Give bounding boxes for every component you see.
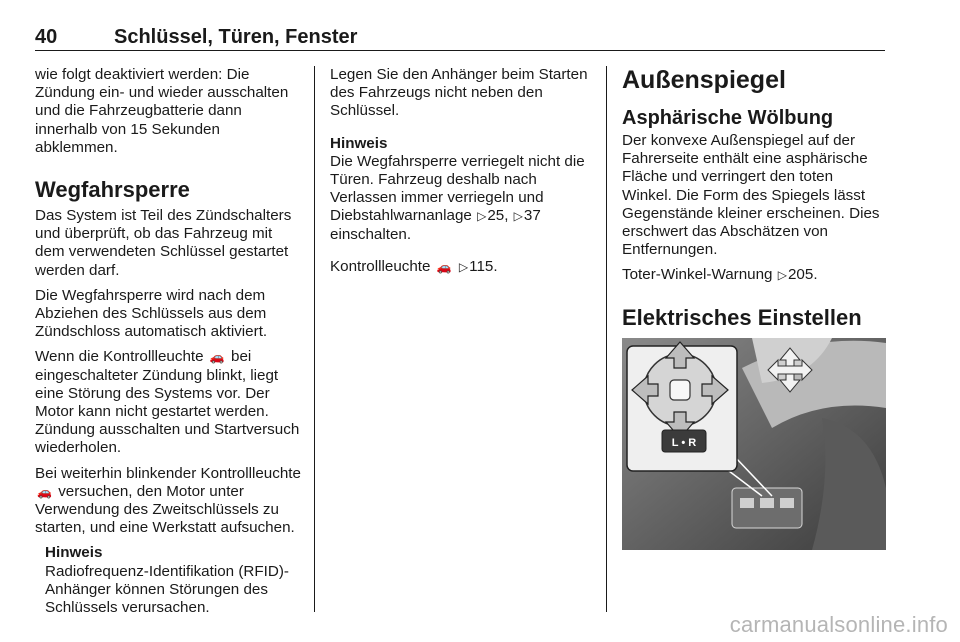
- car-key-warning-icon: 🚗: [436, 259, 452, 274]
- paragraph: [622, 266, 886, 284]
- text: Kontrollleuchte: [330, 257, 431, 275]
- text: Wenn die Kontrollleuchte: [35, 348, 204, 366]
- section-heading-aussenspiegel: Außenspiegel: [622, 66, 786, 94]
- paragraph: Der konvexe Außenspiegel auf der Fahrerseite enthält eine asphärische Fläche und verringert den toten Winkel. Die Form des Spiegels lässt Gegenstände kleiner erscheinen. Dies erschwert das Abschätzen von Entfernungen.: [622, 132, 880, 259]
- window-switch: [740, 498, 754, 508]
- triangle-reference-icon: ▷: [458, 259, 469, 274]
- text: Toter-Winkel-Warnung: [622, 266, 773, 284]
- section-heading-wegfahrsperre: Wegfahrsperre: [35, 177, 190, 203]
- paragraph: Legen Sie den Anhänger beim Starten des Fahrzeugs nicht neben den Schlüssel.: [330, 66, 588, 120]
- page-reference-link[interactable]: 205.: [787, 266, 818, 284]
- page-header: [35, 26, 885, 52]
- text: bei eingeschalteter Zündung blinkt, liegt eine Störung des Systems vor. Der Motor kann nicht gestartet werden. Zündung ausschalten und Startversuch wiederholen.: [35, 348, 300, 457]
- page-title: Schlüssel, Türen, Fenster: [114, 26, 358, 48]
- note-text: [330, 153, 598, 244]
- mirror-control-figure: [622, 338, 886, 550]
- text: Bei weiterhin blinkender Kontrollleuchte: [35, 464, 301, 482]
- page-reference-link[interactable]: 115.: [469, 257, 498, 275]
- column-2: [330, 66, 598, 283]
- column-3: [622, 66, 886, 331]
- mirror-joystick-center: [670, 380, 690, 400]
- paragraph: Das System ist Teil des Zündschalters und überprüft, ob das Fahrzeug mit dem verwendeten Schlüssel gestartet werden darf.: [35, 207, 292, 279]
- paragraph: [35, 465, 303, 538]
- subsection-heading-elektrisch: Elektrisches Einstellen: [622, 304, 862, 330]
- header-rule: [35, 50, 885, 51]
- note-text: Radiofrequenz-Identifikation (RFID)-Anhänger können Störungen des Schlüssels verursachen.: [45, 562, 289, 617]
- paragraph: wie folgt deaktiviert werden: Die Zündung ein- und wieder ausschalten und die Fahrzeugbatterie dann innerhalb von 15 Sekunden abklemmen.: [35, 66, 289, 156]
- note-title: Hinweis: [330, 134, 388, 152]
- page-number: 40: [35, 26, 58, 48]
- page-reference-link[interactable]: 25,: [487, 207, 509, 225]
- paragraph: [35, 348, 303, 457]
- text: versuchen, den Motor unter Verwendung des Zweitschlüssels zu starten, und eine Werkstatt aufsuchen.: [35, 482, 295, 537]
- note-title: Hinweis: [45, 544, 103, 562]
- page-reference-link[interactable]: 37 einschalten.: [330, 207, 541, 243]
- paragraph: [330, 258, 598, 276]
- car-key-warning-icon: 🚗: [37, 484, 52, 499]
- triangle-reference-icon: ▷: [477, 209, 487, 224]
- column-divider: [314, 66, 315, 612]
- column-divider: [606, 66, 607, 612]
- paragraph: Die Wegfahrsperre wird nach dem Abziehen des Schlüssels aus dem Zündschloss automatisch aktiviert.: [35, 286, 268, 341]
- mirror-select-label: L • R: [671, 437, 697, 449]
- text: Die Wegfahrsperre verriegelt nicht die Türen. Fahrzeug deshalb nach Verlassen immer verriegeln und Diebstahlwarnanlage: [330, 152, 585, 225]
- column-1: [35, 66, 303, 617]
- triangle-reference-icon: ▷: [513, 209, 523, 224]
- window-switch: [760, 498, 774, 508]
- triangle-reference-icon: ▷: [777, 268, 787, 283]
- note-box: [45, 544, 303, 617]
- car-key-warning-icon: 🚗: [209, 350, 225, 365]
- window-switch: [780, 498, 794, 508]
- watermark: carmanualsonline.info: [729, 612, 948, 637]
- subsection-heading-asphaerisch: Asphärische Wölbung: [622, 107, 834, 129]
